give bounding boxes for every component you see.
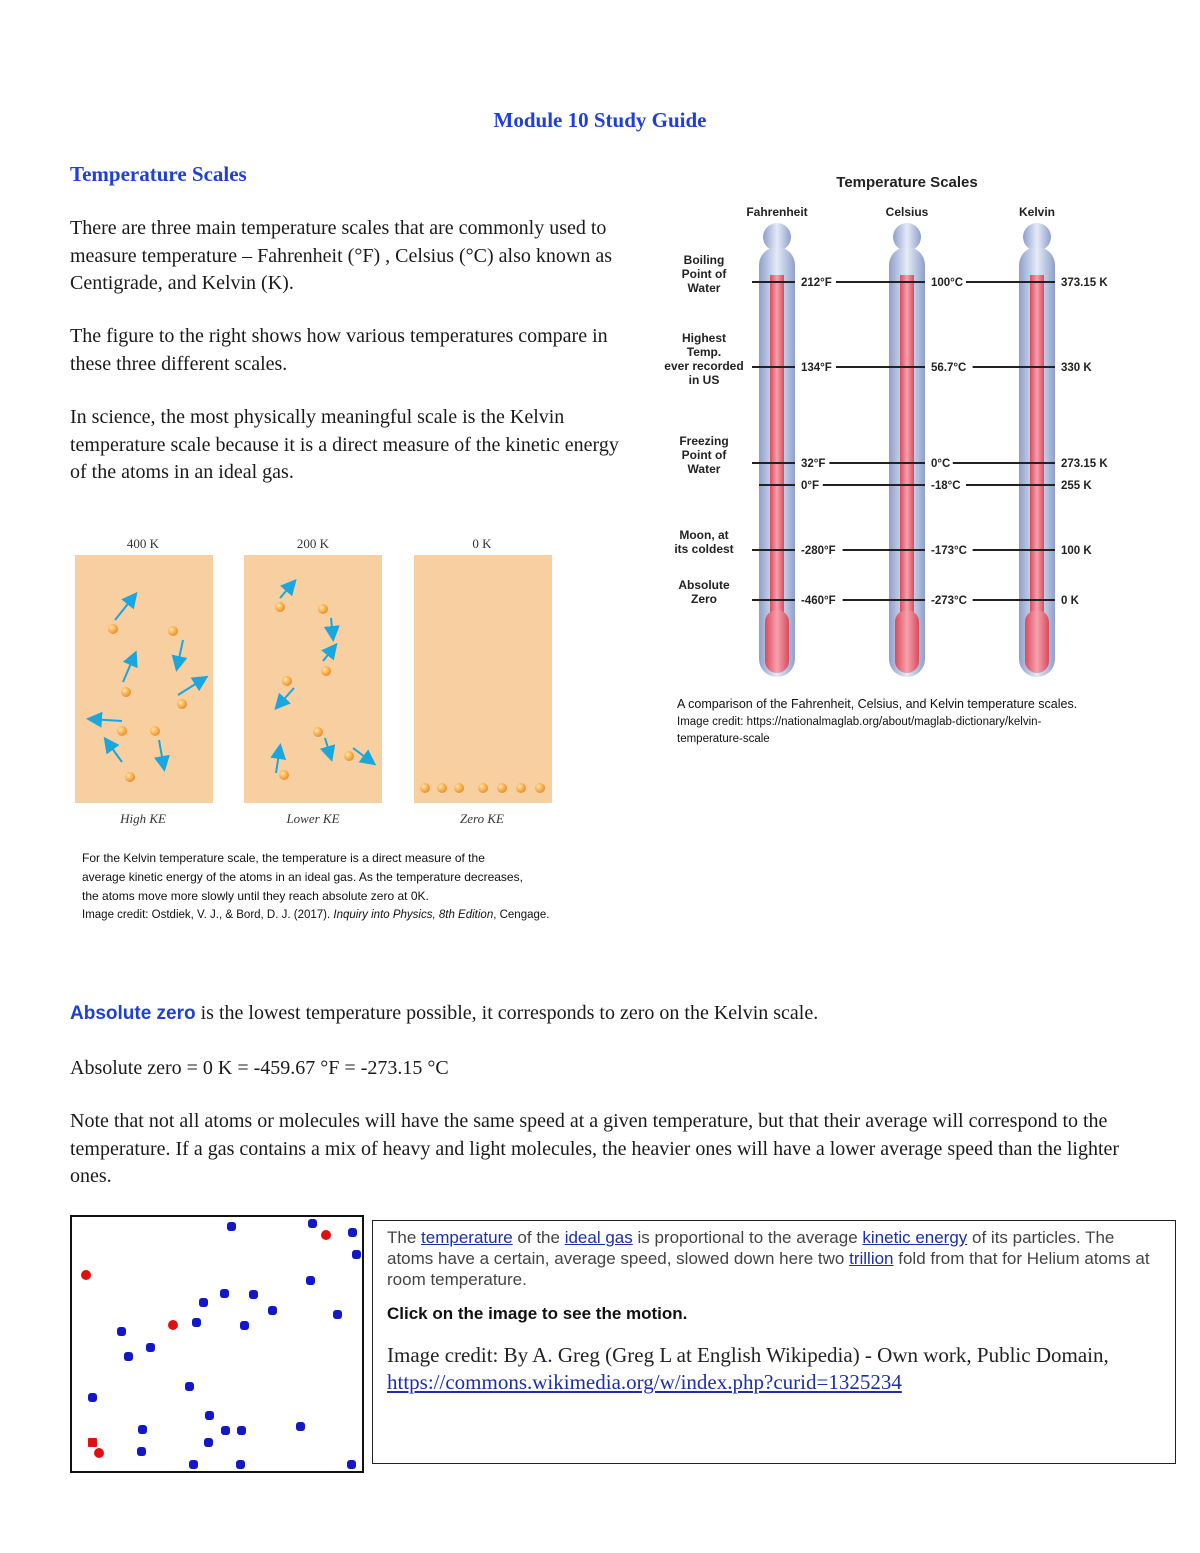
- page-title: Module 10 Study Guide: [493, 108, 707, 132]
- scale-value: 134°F: [801, 362, 832, 374]
- row-label-line: Water: [687, 462, 721, 476]
- scale-value: 273.15 K: [1061, 458, 1108, 470]
- scale-value: 0°C: [931, 458, 951, 470]
- absolute-zero-definition: Absolute zero is the lowest temperature possible, it corresponds to zero on the Kelvin scale.: [70, 1002, 819, 1024]
- intro-paragraph-2: The figure to the right shows how various temperatures compare in these three different scales.: [70, 325, 608, 375]
- row-label-line: Absolute: [678, 578, 730, 592]
- thermo-title: Temperature Scales: [836, 174, 978, 191]
- intro-paragraph-1: There are three main temperature scales that are commonly used to measure temperature – Fahrenheit (°F) , Celsius (°C) also known as Centigrade, and Kelvin (K).: [70, 217, 612, 294]
- scale-value: 255 K: [1061, 480, 1092, 492]
- column-celsius: Celsius: [885, 205, 929, 219]
- gas-description: The temperature of the ideal gas is proportional to the average kinetic energy of its particles. The atoms have a certain, average speed, slowed down here two trillion fold from that for Helium atoms at room temperature.: [387, 1228, 1150, 1289]
- row-label-line: Temp.: [686, 345, 722, 359]
- ke-panel-200k: [244, 536, 382, 826]
- ke-caption-credit: Image credit: Ostdiek, V. J., & Bord, D. J. (2017). Inquiry into Physics, 8th Edition, Cengage.: [82, 909, 550, 921]
- panel-label-high-ke: High KE: [120, 811, 166, 826]
- ke-caption-line-1: For the Kelvin temperature scale, the temperature is a direct measure of the: [82, 851, 485, 865]
- panel-temp-400k: 400 K: [126, 536, 160, 551]
- row-label-line: Zero: [690, 592, 718, 606]
- click-instruction: Click on the image to see the motion.: [387, 1304, 688, 1323]
- row-label-line: Freezing: [679, 434, 729, 448]
- row-label-line: in US: [688, 373, 720, 387]
- ke-figure: [70, 530, 560, 830]
- scale-value: -273°C: [931, 595, 967, 607]
- link-wikimedia-source[interactable]: https://commons.wikimedia.org/w/index.php?curid=1325234: [387, 1370, 902, 1394]
- panel-temp-200k: 200 K: [296, 536, 330, 551]
- row-label-line: its coldest: [674, 542, 734, 556]
- absolute-zero-term: Absolute zero: [70, 1003, 196, 1024]
- scale-value: 56.7°C: [931, 362, 967, 374]
- gas-particles: [72, 1217, 362, 1471]
- link-trillion[interactable]: trillion: [849, 1249, 894, 1268]
- section-heading-temperature-scales: Temperature Scales: [70, 162, 247, 186]
- intro-paragraph-3: In science, the most physically meaningful scale is the Kelvin temperature scale because it is a direct measure of the kinetic energy of the atoms in an ideal gas.: [70, 406, 619, 483]
- column-kelvin: Kelvin: [1018, 205, 1056, 219]
- link-kinetic-energy[interactable]: kinetic energy: [862, 1228, 968, 1247]
- row-label-line: Water: [687, 281, 721, 295]
- row-label-line: ever recorded: [664, 359, 744, 373]
- scale-value: 0 K: [1061, 595, 1079, 607]
- panel-label-lower-ke: Lower KE: [286, 811, 340, 826]
- scale-value: 0°F: [801, 480, 820, 492]
- row-label-line: Highest: [681, 331, 727, 345]
- ke-caption: [82, 849, 642, 925]
- link-temperature[interactable]: temperature: [421, 1228, 513, 1247]
- scale-value: -460°F: [801, 595, 836, 607]
- row-label-line: Point of: [681, 448, 727, 462]
- row-label-line: Moon, at: [679, 528, 729, 542]
- scale-value: -18°C: [931, 480, 961, 492]
- scale-value: 100°C: [931, 277, 964, 289]
- speed-note-paragraph: Note that not all atoms or molecules will have the same speed at a given temperature, but that their average will correspond to the temperature. If a gas contains a mix of heavy and light molecules, the heavier ones will have a lower average speed than the lighter ones.: [70, 1110, 1120, 1187]
- row-label-line: Boiling: [683, 253, 725, 267]
- absolute-zero-equation: Absolute zero = 0 K = -459.67 °F = -273.15 °C: [70, 1057, 449, 1079]
- ke-panel-0k: [414, 536, 552, 826]
- scale-value: -280°F: [801, 545, 836, 557]
- panel-temp-0k: 0 K: [472, 536, 492, 551]
- scale-value: 32°F: [801, 458, 826, 470]
- thermometer-kelvin: [1019, 223, 1055, 677]
- thermo-caption-line-2: Image credit: https://nationalmaglab.org/about/maglab-dictionary/kelvin-: [677, 716, 1042, 728]
- scale-value: 212°F: [801, 277, 832, 289]
- scale-value: 100 K: [1061, 545, 1092, 557]
- ideal-gas-animation[interactable]: [70, 1215, 364, 1473]
- gas-info-box: [372, 1220, 1176, 1464]
- thermo-caption-line-1: A comparison of the Fahrenheit, Celsius, and Kelvin temperature scales.: [677, 697, 1078, 711]
- column-fahrenheit: Fahrenheit: [746, 205, 808, 219]
- ke-panel-400k: [75, 536, 213, 826]
- scale-value: 330 K: [1061, 362, 1092, 374]
- thermo-caption-line-3: temperature-scale: [677, 733, 770, 745]
- scale-value: 373.15 K: [1061, 277, 1108, 289]
- row-label-line: Point of: [681, 267, 727, 281]
- scale-value: -173°C: [931, 545, 967, 557]
- ke-caption-line-2: average kinetic energy of the atoms in an ideal gas. As the temperature decreases,: [82, 870, 523, 884]
- thermometer-figure: [660, 165, 1160, 685]
- ke-caption-line-3: the atoms move more slowly until they reach absolute zero at 0K.: [82, 889, 429, 903]
- thermo-caption: [677, 695, 1177, 748]
- thermometer-celsius: [889, 223, 925, 677]
- gas-image-credit: Image credit: By A. Greg (Greg L at English Wikipedia) - Own work, Public Domain, https://commons.wikimedia.org/w/index.php?curid=1325234: [387, 1343, 1109, 1394]
- thermometer-fahrenheit: [759, 223, 795, 677]
- panel-label-zero-ke: Zero KE: [460, 811, 504, 826]
- link-ideal-gas[interactable]: ideal gas: [564, 1228, 633, 1247]
